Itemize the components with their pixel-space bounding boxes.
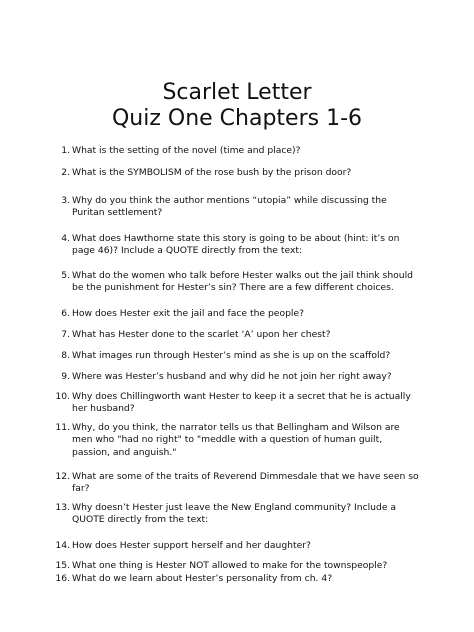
document-title: Scarlet Letter	[162, 80, 312, 105]
question-number: 10.	[55, 391, 70, 402]
question-13	[55, 502, 422, 527]
question-text: Why doesn’t Hester just leave the New England community? Include a QUOTE directly from the text:	[72, 502, 397, 526]
question-number: 5.	[61, 270, 70, 281]
question-12	[55, 471, 422, 496]
question-10	[55, 391, 422, 416]
question-5	[61, 270, 422, 295]
document-subtitle: Quiz One Chapters 1-6	[111, 106, 363, 131]
question-15	[55, 560, 422, 572]
question-text: What is the setting of the novel (time and place)?	[72, 145, 301, 156]
question-6	[61, 308, 422, 320]
question-number: 9.	[61, 371, 70, 382]
question-text: What has Hester done to the scarlet ‘A’ upon her chest?	[72, 329, 331, 340]
question-text: What do we learn about Hester’s personality from ch. 4?	[72, 573, 333, 584]
question-text: What images run through Hester’s mind as she is up on the scaffold?	[72, 350, 391, 361]
question-number: 15.	[55, 560, 70, 571]
question-8	[61, 350, 422, 362]
question-11	[55, 422, 422, 459]
question-number: 8.	[61, 350, 70, 361]
question-number: 7.	[61, 329, 70, 340]
question-number: 11.	[55, 422, 70, 433]
question-text: How does Hester support herself and her daughter?	[72, 540, 311, 551]
question-7	[61, 329, 422, 341]
question-number: 1.	[61, 145, 70, 156]
question-14	[55, 540, 422, 552]
question-number: 4.	[61, 233, 70, 244]
question-3	[61, 195, 422, 220]
question-2	[61, 167, 422, 179]
question-number: 2.	[61, 167, 70, 178]
question-text: What do the women who talk before Hester walks out the jail think should be the punishment for Hester’s sin? There are a few different choices.	[72, 270, 413, 294]
question-number: 16.	[55, 573, 70, 584]
question-text: What one thing is Hester NOT allowed to make for the townspeople?	[72, 560, 388, 571]
question-16	[55, 573, 422, 585]
question-1	[61, 145, 422, 157]
question-number: 3.	[61, 195, 70, 206]
question-text: Where was Hester’s husband and why did he not join her right away?	[72, 371, 392, 382]
question-4	[61, 233, 422, 258]
question-number: 14.	[55, 540, 70, 551]
question-text: What does Hawthorne state this story is going to be about (hint: it’s on page 46)? Include a QUOTE directly from the text:	[72, 233, 400, 257]
question-text: What are some of the traits of Reverend Dimmesdale that we have seen so far?	[72, 471, 419, 495]
question-number: 13.	[55, 502, 70, 513]
question-text: Why, do you think, the narrator tells us that Bellingham and Wilson are men who "had no right" to "meddle with a question of human guilt, passion, and anguish."	[72, 422, 400, 458]
question-number: 6.	[61, 308, 70, 319]
question-text: Why does Chillingworth want Hester to keep it a secret that he is actually her husband?	[72, 391, 411, 415]
question-text: How does Hester exit the jail and face the people?	[72, 308, 304, 319]
question-9	[61, 371, 422, 383]
question-text: Why do you think the author mentions “utopia” while discussing the Puritan settlement?	[72, 195, 387, 219]
question-number: 12.	[55, 471, 70, 482]
question-text: What is the SYMBOLISM of the rose bush by the prison door?	[72, 167, 352, 178]
